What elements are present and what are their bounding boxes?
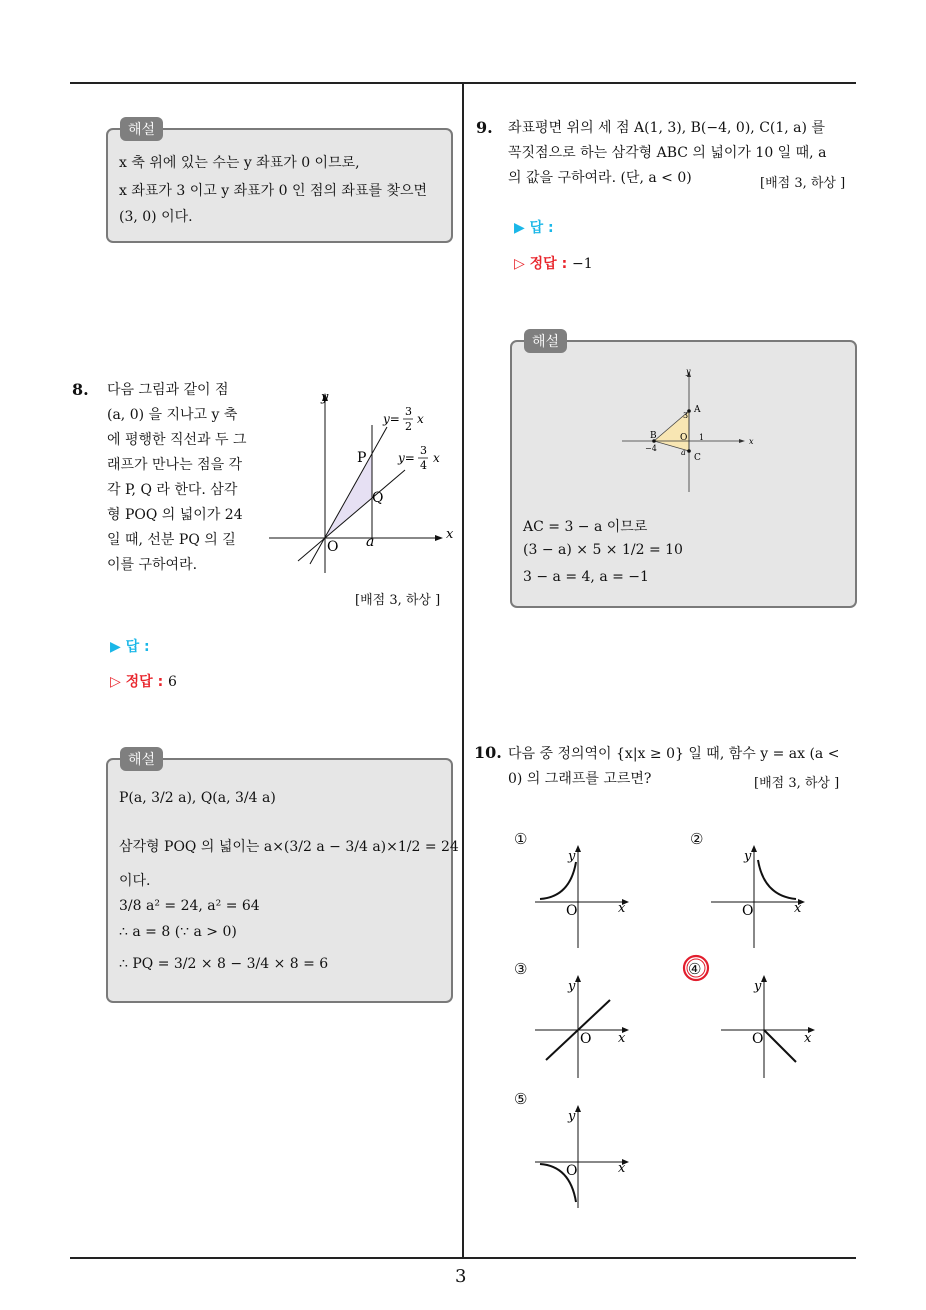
line [764,1030,796,1062]
tick-a: a [681,448,686,457]
option-4-graph[interactable] [716,970,826,1080]
triangle-figure [612,364,762,494]
y-arrow [751,845,757,852]
question-line: 형 POQ 의 넓이가 24 [107,507,243,523]
o-label: O [680,433,688,443]
question-line: 꼭짓점으로 하는 삼각형 ABC 의 넓이가 10 일 때, a [508,145,827,161]
line-3-4x [298,470,405,561]
point-p-label: P [357,450,367,466]
x-label: x [618,901,626,916]
option-1-graph[interactable] [530,840,640,950]
y-label: y [754,979,762,994]
y-label: y [686,367,691,376]
x-label: x [618,1161,626,1176]
line2-den: 4 [420,459,427,472]
column-divider [462,84,464,1258]
solution-line-4: 3/8 a² = 24, a² = 64 [119,898,260,914]
question-number: 10. [474,743,502,762]
page-number: 3 [455,1266,467,1287]
line1-var: x [417,412,424,426]
solution-line-2: (3 − a) × 5 × 1/2 = 10 [523,542,683,558]
tick-minus4: −4 [645,444,657,453]
line1-den: 2 [405,420,412,433]
a-point-label: A [694,405,701,415]
option-2-label[interactable]: ② [690,830,704,848]
line2-var: x [433,451,440,465]
question-line: 에 평행한 직선과 두 그 [107,432,247,448]
correct-label: ▷ 정답 : [110,674,164,690]
red-circle [684,956,708,980]
option-4-circle-mark [681,953,711,983]
b-point-label: B [650,431,657,441]
correct-value: −1 [572,256,593,272]
point-c [687,449,691,453]
origin-label: O [580,1031,592,1047]
question-line: 0) 의 그래프를 고르면? [508,771,652,787]
option-5-label[interactable]: ⑤ [514,1090,528,1108]
solution-line-1: P(a, 3/2 a), Q(a, 3/4 a) [119,790,276,806]
origin-label: O [566,903,578,919]
correct-label: ▷ 정답 : [514,256,568,272]
line2-num: 3 [420,444,427,457]
question-line: 좌표평면 위의 세 점 A(1, 3), B(−4, 0), C(1, a) 를 [508,120,825,136]
line2-prefix: y= [398,451,415,465]
score-label: [배점 3, 하상 ] [760,176,846,191]
solution-tag: 해설 [120,117,163,141]
x-label: x [749,437,754,446]
solution-line: (3, 0) 이다. [119,209,193,225]
solution-line-6: ∴ PQ = 3/2 × 8 − 3/4 × 8 = 6 [119,956,329,972]
score-label: [배점 3, 하상 ] [355,593,441,608]
option-1-label[interactable]: ① [514,830,528,848]
question-line: 다음 그림과 같이 점 [107,382,229,398]
q8-figure [265,385,460,575]
line1-num: 3 [405,405,412,418]
solution-line: x 좌표가 3 이고 y 좌표가 0 인 점의 좌표를 찾으면 [119,183,428,199]
question-line: 일 때, 선분 PQ 의 길 [107,532,236,548]
y-arrow [575,845,581,852]
y-arrow [575,1105,581,1112]
question-line: 각 P, Q 라 한다. 삼각 [107,482,238,498]
option-4-label[interactable]: ④ [688,960,702,978]
origin-label: O [327,539,339,555]
x-label: x [618,1031,626,1046]
solution-line-5: ∴ a = 8 (∵ a > 0) [119,924,237,940]
solution-box-1 [106,122,453,243]
question-line: (a, 0) 을 지나고 y 축 [107,407,238,423]
red-circle-inner [687,959,705,977]
tick-1: 1 [699,433,705,442]
point-q-label: Q [372,490,384,506]
question-line: 이를 구하여라. [107,557,198,573]
a-label: a [366,534,375,550]
question-line: 다음 중 정의역이 {x|x ≥ 0} 일 때, 함수 y = ax (a < [508,746,840,762]
tick-3: 3 [683,411,689,420]
y-axis-label: y [321,390,329,405]
question-line: 래프가 만나는 점을 각 [107,457,243,473]
line1-prefix: y= [383,412,400,426]
solution-line-3: 3 − a = 4, a = −1 [523,569,649,585]
curve [758,860,796,899]
x-axis-label: x [446,527,454,542]
solution-box-3 [510,334,857,608]
solution-tag: 해설 [524,329,567,353]
y-label: y [744,849,752,864]
c-point-label: C [694,453,701,463]
solution-tag: 해설 [120,747,163,771]
solution-line-3: 이다. [119,873,151,889]
solution-line: x 축 위에 있는 수는 y 좌표가 0 이므로, [119,155,360,171]
x-arrow [739,439,745,443]
y-label: y [568,849,576,864]
question-number: 9. [476,118,493,137]
option-5-graph[interactable] [530,1100,640,1210]
origin-label: O [752,1031,764,1047]
origin-label: O [566,1163,578,1179]
correct-answer [514,253,593,273]
correct-value: 6 [168,674,177,690]
question-text [107,378,272,578]
solution-line-2: 삼각형 POQ 의 넓이는 a×(3/2 a − 3/4 a)×1/2 = 24 [119,839,459,855]
answer-label: ▶ 답 : [110,639,150,655]
y-label: y [568,979,576,994]
solution-line-1: AC = 3 − a 이므로 [523,519,648,535]
bottom-rule [70,1257,856,1259]
x-label: x [804,1031,812,1046]
y-arrow [575,975,581,982]
answer-label: ▶ 답 : [514,220,554,236]
y-arrow [761,975,767,982]
curve [540,862,576,899]
option-3-label[interactable]: ③ [514,960,528,978]
correct-answer [110,671,177,691]
option-3-graph[interactable] [530,970,640,1080]
question-line: 의 값을 구하여라. (단, a < 0) [508,170,692,186]
x-label: x [794,901,802,916]
x-arrow [435,535,443,541]
question-number: 8. [72,380,89,399]
solution-box-2 [106,752,459,1003]
origin-label: O [742,903,754,919]
y-label: y [568,1109,576,1124]
score-label: [배점 3, 하상 ] [754,776,840,791]
option-2-graph[interactable] [706,840,816,950]
